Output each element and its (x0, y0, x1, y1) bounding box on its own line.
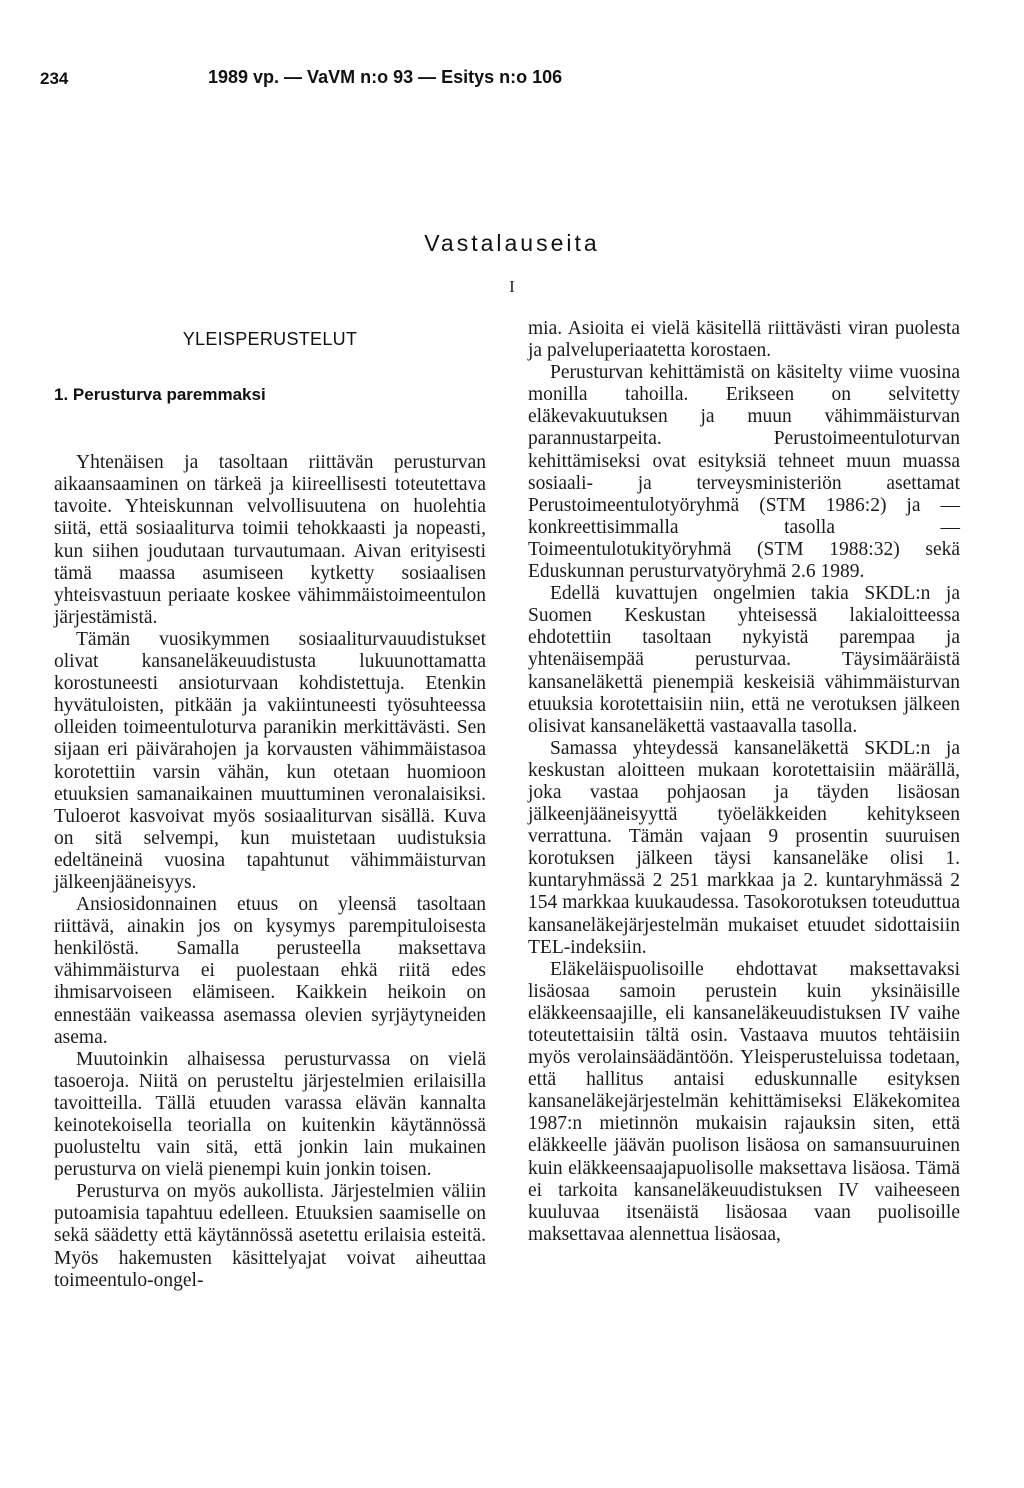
right-column (528, 318, 960, 1246)
left-column (54, 318, 486, 1292)
paragraph: Tämän vuosikymmen sosiaaliturvauudistukset olivat kansaneläkeuudistusta lukuunottamatta korostuneesti ansioturvaan kohdistettuja. Etenkin hyvätuloisten, pitkään ja vakiintuneesti työsuhteessa olleiden toimeentuloturva paranikin merkittävästi. Sen sijaan eri päivärahojen ja korvausten vähimmäistasoa korotettiin varsin vähän, kun otetaan huomioon etuuksien samanaikainen muuttuminen veronalaisiksi. Tuloerot kasvoivat myös sosiaaliturvan sisällä. Kuva on sitä selvempi, kun muistetaan uudistuksia edeltäneinä vuosina tapahtunut vähimmäisturvan jälkeenjääneisyys. (54, 628, 486, 893)
paragraph: mia. Asioita ei vielä käsitellä riittävästi viran puolesta ja palveluperiaatetta korostaen. (528, 318, 960, 362)
general-heading: YLEISPERUSTELUT (182, 329, 358, 349)
paragraph: Muutoinkin alhaisessa perusturvassa on vielä tasoeroja. Niitä on perusteltu järjestelmien erilaisilla tavoitteilla. Tällä etuuden varassa elävän kannalta keinotekoisella teorialla on kuitenkin käytännössä puolusteltu vain sitä, että jonkin lain mukainen perusturva on vielä pienempi kuin jonkin toisen. (54, 1048, 486, 1181)
page-number: 234 (40, 69, 69, 88)
section-roman-numeral: I (509, 277, 515, 296)
paragraph: Perusturvan kehittämistä on käsitelty viime vuosina monilla tahoilla. Erikseen on selvitetty eläkevakuutuksen ja muun vähimmäisturvan parannustarpeita. Perustoimeentuloturvan kehittämiseksi ovat esityksiä tehneet muun muassa sosiaali- ja terveysministeriön asettamat Perustoimeentulotyöryhmä (STM 1986:2) ja — konkreettisimmalla tasolla — Toimeentulotukityöryhmä (STM 1988:32) sekä Eduskunnan perusturvatyöryhmä 2.6 1989. (528, 362, 960, 583)
paragraph: Ansiosidonnainen etuus on yleensä tasoltaan riittävä, ainakin jos on kysymys parempituloisesta henkilöstä. Samalla perusteella maksettava vähimmäisturva ei puolestaan ehkä riitä edes ihmisarvoiseen elämiseen. Kaikkein heikoin on ennestään vaikeassa asemassa olevien syrjäytyneiden asema. (54, 894, 486, 1048)
paragraph: Samassa yhteydessä kansaneläkettä SKDL:n ja keskustan aloitteen mukaan korotettaisiin määrällä, joka vastaa pohjaosan ja täyden lisäosan jälkeenjääneisyyttä työeläkkeiden kehitykseen verrattuna. Tämän vajaan 9 prosentin suuruisen korotuksen jälkeen täysi kansaneläke olisi 1. kuntaryhmässä 2 251 markkaa ja 2. kuntaryhmässä 2 154 markkaa kuukaudessa. Tasokorotuksen toteuduttua kansaneläkejärjestelmän mukaiset etuudet sidottaisiin TEL-indeksiin. (528, 737, 960, 958)
subheading: 1. Perusturva paremmaksi (54, 385, 266, 405)
running-head: 1989 vp. — VaVM n:o 93 — Esitys n:o 106 (208, 67, 563, 87)
section-title: Vastalauseita (424, 230, 600, 256)
paragraph: Perusturva on myös aukollista. Järjestelmien väliin putoamisia tapahtuu edelleen. Etuuksien saamiselle on sekä säädetty että käytännössä asetettu erilaisia esteitä. Myös hakemusten käsittelyajat voivat aiheuttaa toimeentulo-ongel- (54, 1181, 486, 1291)
page-header (40, 62, 760, 92)
paragraph: Edellä kuvattujen ongelmien takia SKDL:n ja Suomen Keskustan yhteisessä lakialoitteessa ehdotettiin tasoltaan nykyistä parempaa ja yhtenäisempää perusturvaa. Täysimääräistä kansaneläkettä pienempiä keskeisiä vähimmäisturvan etuuksia korotettaisiin niin, että ne verotuksen jälkeen olisivat kansaneläkettä vastaavalla tasolla. (528, 583, 960, 737)
paragraph: Eläkeläispuolisoille ehdottavat maksettavaksi lisäosaa samoin perustein kuin yksinäisille eläkkeensaajille, eli kansaneläkeuudistuksen IV vaihe toteutettaisiin tältä osin. Vastaava muutos tehtäisiin myös verolainsäädäntöön. Yleisperusteluissa todetaan, että hallitus antaisi eduskunnalle esityksen kansaneläkejärjestelmän kehittämiseksi Eläkekomitea 1987:n mietinnön mukaisin rajauksin siten, että eläkkeelle jäävän puolison lisäosa on samansuuruinen kuin eläkkeensaajapuolisolle maksettava lisäosa. Tämä ei tarkoita kansaneläkeuudistuksen IV vaiheeseen kuuluvaa itsenäistä lisäosaa vaan puolisoille maksettavaa alennettua lisäosaa, (528, 958, 960, 1245)
paragraph: Yhtenäisen ja tasoltaan riittävän perusturvan aikaansaaminen on tärkeä ja kiireellisesti toteutettava tavoite. Yhteiskunnan velvollisuutena on huolehtia siitä, että sosiaaliturva toimii tehokkaasti ja nopeasti, kun siihen joudutaan turvautumaan. Aivan erityisesti tämä maassa asumiseen kytketty sosiaalisen yhteisvastuun periaate koskee vähimmäistoimeentulon järjestämistä. (54, 452, 486, 628)
